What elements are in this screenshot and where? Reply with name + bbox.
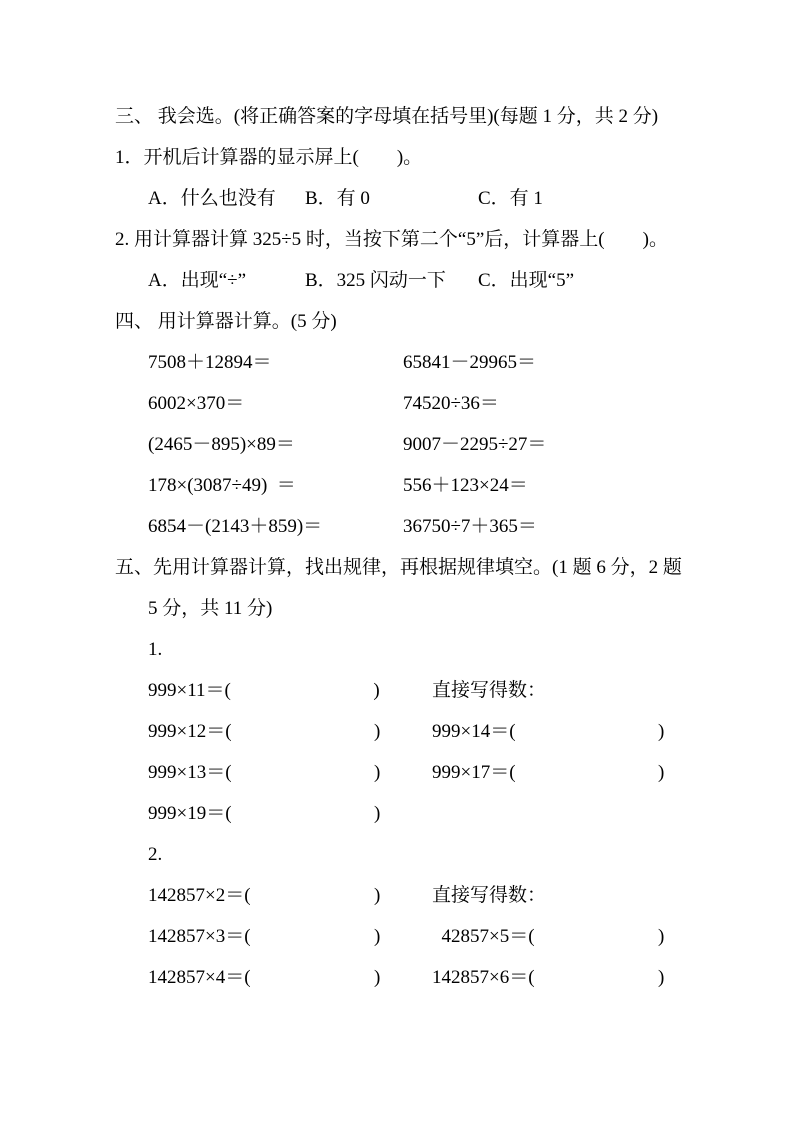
fill-row [115,875,705,916]
question-1-stem: 1．开机后计算器的显示屏上( )。 [115,147,423,168]
fill-right: 直接写得数： [432,680,547,701]
section5-heading-line1: 五、先用计算器计算，找出规律，再根据规律填空。(1 题 6 分，2 题 [115,557,682,578]
fill-right: 142857×6＝( ) [432,967,665,988]
question-1-option-a: A．什么也没有 [148,188,276,209]
fill-row [115,957,705,998]
fill-row [115,916,705,957]
question-2-options [115,260,705,301]
fill-right: 999×17＝( ) [432,762,665,783]
fill-row [115,752,705,793]
question-1-options [115,178,705,219]
equation-right: 556＋123×24＝ [403,475,528,496]
equation-left: (2465－895)×89＝ [148,434,295,455]
fill-row [115,670,705,711]
part1-label: 1. [148,639,163,660]
fill-row [115,793,705,834]
equation-row [115,506,705,547]
equation-right: 36750÷7＋365＝ [403,516,537,537]
equation-row [115,383,705,424]
fill-right [432,793,705,834]
fill-left: 999×12＝( ) [148,721,381,742]
fill-right: 直接写得数： [432,885,547,906]
fill-left: 999×13＝( ) [148,762,381,783]
equation-row [115,465,705,506]
equation-right: 65841－29965＝ [403,352,537,373]
fill-row [115,711,705,752]
equation-left: 6002×370＝ [148,393,245,414]
section3-heading: 三、 我会选。(将正确答案的字母填在括号里)(每题 1 分，共 2 分) [115,106,659,127]
fill-left: 999×11＝( ) [148,680,380,701]
fill-right: 42857×5＝( ) [432,926,665,947]
fill-right: 999×14＝( ) [432,721,665,742]
fill-left: 142857×4＝( ) [148,967,381,988]
fill-left: 142857×3＝( ) [148,926,381,947]
question-2-option-a: A．出现“÷” [148,270,247,291]
equation-row [115,424,705,465]
question-1-option-b: B．有 0 [305,188,370,209]
fill-left: 999×19＝( ) [148,803,381,824]
equation-row [115,342,705,383]
equation-left: 7508＋12894＝ [148,352,272,373]
question-1-option-c: C．有 1 [478,188,543,209]
fill-left: 142857×2＝( ) [148,885,381,906]
question-2-option-c: C．出现“5” [478,270,575,291]
equation-right: 74520÷36＝ [403,393,499,414]
section4-heading: 四、 用计算器计算。(5 分) [115,311,337,332]
equation-left: 6854－(2143＋859)＝ [148,516,323,537]
question-2-stem: 2. 用计算器计算 325÷5 时，当按下第二个“5”后，计算器上( )。 [115,229,668,250]
equation-right: 9007－2295÷27＝ [403,434,547,455]
part2-label: 2. [148,844,163,865]
section5-heading-line2: 5 分，共 11 分) [148,598,273,619]
equation-left: 178×(3087÷49) ＝ [148,475,296,496]
question-2-option-b: B．325 闪动一下 [305,270,446,291]
